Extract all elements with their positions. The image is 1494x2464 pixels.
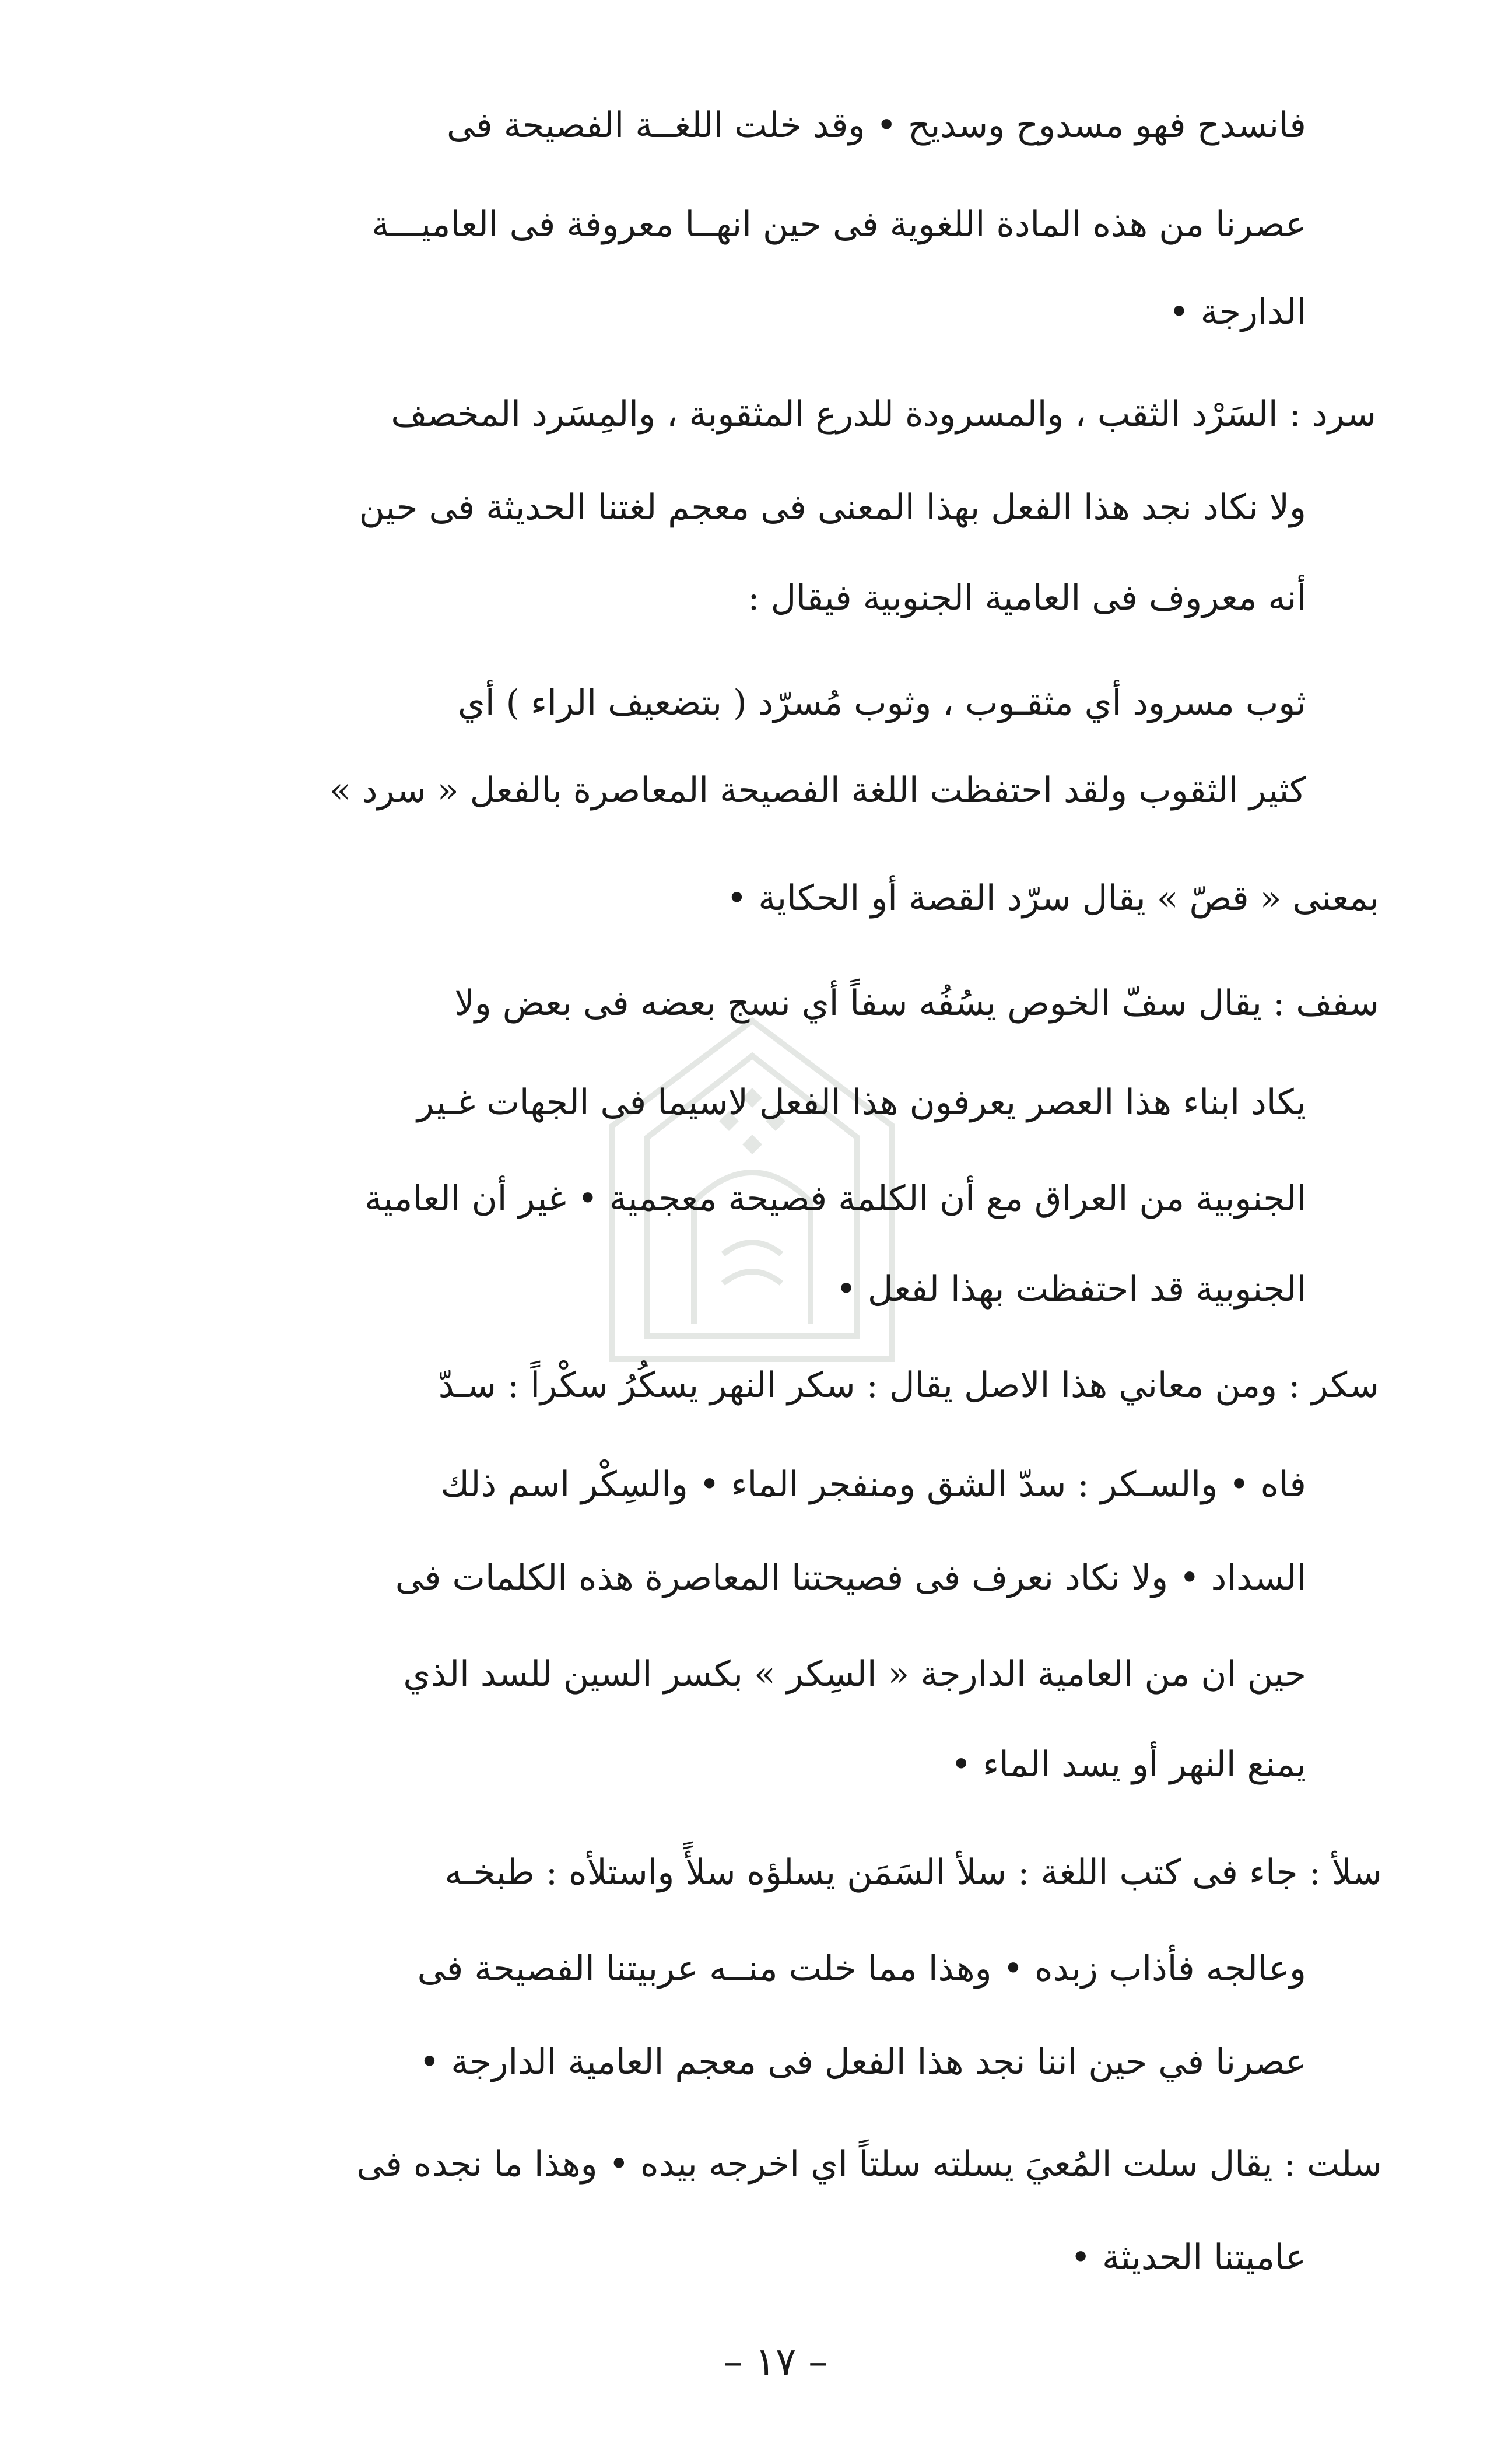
text-line: ثوب مسرود أي مثقـوب ، وثوب مُسرّد ( بتضعيف الراء ) أي [457, 682, 1306, 723]
text-line: يكاد ابناء هذا العصر يعرفون هذا الفعل لاسيما فى الجهات غـير [417, 1082, 1306, 1123]
text-line: الجنوبية قد احتفظت بهذا لفعل • [836, 1269, 1306, 1310]
text-line: سلت : يقال سلت المُعيَ يسلته سلتاً اي اخرجه بيده • وهذا ما نجده فى [356, 2144, 1382, 2185]
text-line: أنه معروف فى العامية الجنوبية فيقال : [748, 578, 1306, 618]
text-line: سكر : ومن معاني هذا الاصل يقال : سكر النهر يسكُرُ سكْراً : سـدّ [438, 1365, 1379, 1406]
text-line: عصرنا في حين اننا نجد هذا الفعل فى معجم العامية الدارجة • [419, 2042, 1306, 2082]
text-line: السداد • ولا نكاد نعرف فى فصيحتنا المعاصرة هذه الكلمات فى [395, 1558, 1306, 1598]
text-line: حين ان من العامية الدارجة « السِكر » بكسر السين للسد الذي [403, 1654, 1306, 1695]
text-line: يمنع النهر أو يسد الماء • [951, 1744, 1306, 1785]
text-line: سلأ : جاء فى كتب اللغة : سلأ السَمَن يسلؤه سلأً واستلأه : طبخـه [444, 1852, 1382, 1893]
text-line: فانسدح فهو مسدوح وسديح • وقد خلت اللغــة الفصيحة فى [447, 105, 1306, 146]
text-line: عصرنا من هذه المادة اللغوية فى حين انهــا معروفة فى العاميـــة [371, 204, 1306, 245]
text-line: كثير الثقوب ولقد احتفظت اللغة الفصيحة المعاصرة بالفعل « سرد » [329, 770, 1306, 811]
page-number: – ١٧ – [723, 2339, 828, 2384]
text-line: سرد : السَرْد الثقب ، والمسرودة للدرع المثقوبة ، والمِسَرد المخصف [391, 394, 1376, 435]
text-line: فاه • والسـكر : سدّ الشق ومنفجر الماء • والسِكْر اسم ذلك [440, 1464, 1306, 1505]
text-line: عاميتنا الحديثة • [1070, 2237, 1306, 2278]
text-line: الدارجة • [1169, 292, 1306, 332]
text-line: وعالجه فأذاب زبده • وهذا مما خلت منــه عربيتنا الفصيحة فى [417, 1948, 1306, 1989]
text-line: سفف : يقال سفّ الخوص يسُفُه سفاً أي نسج بعضه فى بعض ولا [454, 983, 1379, 1024]
text-line: ولا نكاد نجد هذا الفعل بهذا المعنى فى معجم لغتنا الحديثة فى حين [359, 487, 1306, 528]
text-line: الجنوبية من العراق مع أن الكلمة فصيحة معجمية • غير أن العامية [364, 1178, 1306, 1219]
text-line: بمعنى « قصّ » يقال سرّد القصة أو الحكاية • [726, 878, 1379, 919]
